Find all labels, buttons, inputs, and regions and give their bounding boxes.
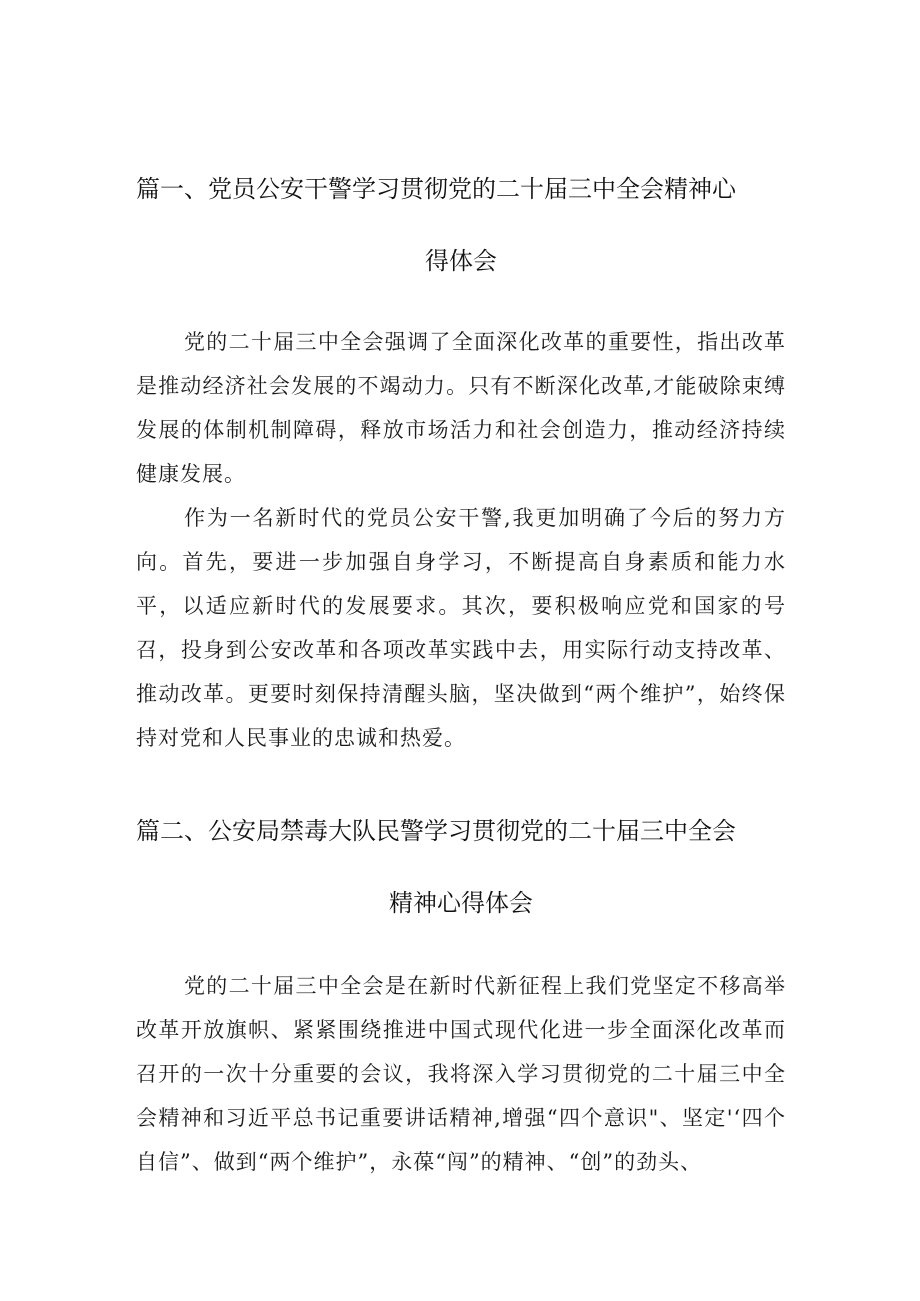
section-2-title-line1: 篇二、公安局禁毒大队民警学习贯彻党的二十届三中全会 [136,817,736,845]
section-2-title [136,816,786,918]
section-1-title-line2: 得体会 [425,247,497,275]
section-2-title-line2: 精神心得体会 [389,889,533,917]
section-2-paragraph-1: 党的二十届三中全会是在新时代新征程上我们党坚定不移高举改革开放旗帜、紧紧围绕推进中国式现代化进一步全面深化改革而召开的一次十分重要的会议，我将深入学习贯彻党的二十届三中全会精神和习近平总书记重要讲话精神,增强“四个意识"、坚定'‘四个自信”、做到“两个维护”，永葆“闯”的精神、“创”的劲头、 [136,974,786,1174]
section-1-title [136,174,786,276]
section-1-paragraph-2: 作为一名新时代的党员公安干警,我更加明确了今后的努力方向。首先，要进一步加强自身学习，不断提高自身素质和能力水平，以适应新时代的发展要求。其次，要积极响应党和国家的号召，投身到公安改革和各项改革实践中去，用实际行动支持改革、推动改革。更要时刻保持清醒头脑，坚决做到“两个维护”，始终保持对党和人民事业的忠诚和热爱。 [136,506,786,750]
section-1-title-line1: 篇一、党员公安干警学习贯彻党的二十届三中全会精神心 [136,175,736,203]
section-1-paragraph-1: 党的二十届三中全会强调了全面深化改革的重要性，指出改革是推动经济社会发展的不竭动力。只有不断深化改革,才能破除束缚发展的体制机制障碍，释放市场活力和社会创造力，推动经济持续健康发展。 [136,330,786,486]
